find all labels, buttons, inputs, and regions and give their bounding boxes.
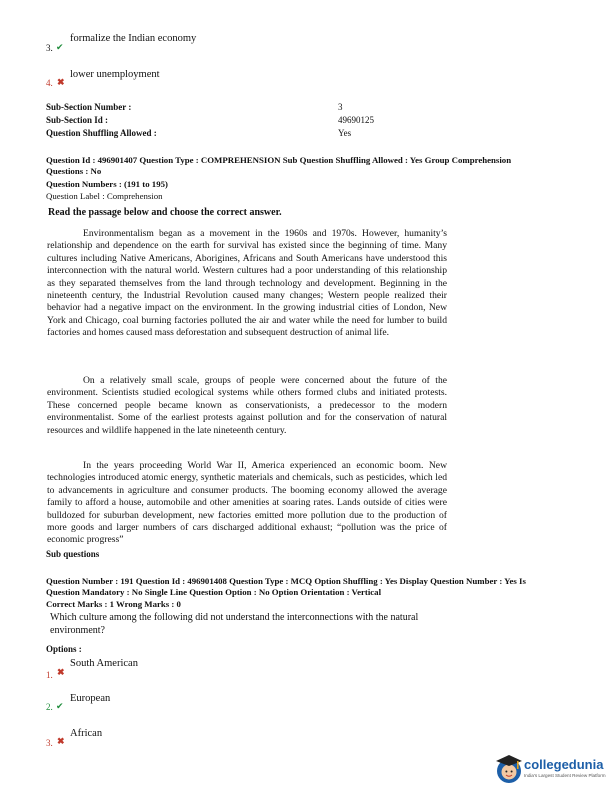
check-icon: ✔ bbox=[56, 701, 64, 711]
question-header-line1: Question Number : 191 Question Id : 496901408 Question Type : MCQ Option Shuffling : Yes Display Question Number : Yes Is bbox=[46, 576, 526, 586]
option-number: 3. bbox=[46, 738, 53, 748]
question-label: Question Label : Comprehension bbox=[46, 191, 163, 201]
subsection-number-label: Sub-Section Number : bbox=[46, 102, 132, 112]
option-number: 3. bbox=[46, 43, 53, 53]
comprehension-header-line1: Question Id : 496901407 Question Type : COMPREHENSION Sub Question Shuffling Allowed : Yes Group Comprehension bbox=[46, 155, 512, 165]
sub-questions-label: Sub questions bbox=[46, 549, 100, 559]
cross-icon: ✖ bbox=[57, 77, 65, 87]
collegedunia-logo bbox=[494, 752, 610, 788]
subsection-number-value: 3 bbox=[338, 102, 343, 112]
comprehension-header-line2: Questions : No bbox=[46, 166, 102, 176]
option-text: South American bbox=[70, 658, 138, 669]
subsection-number-row bbox=[46, 102, 566, 112]
option-number: 1. bbox=[46, 670, 53, 680]
passage-paragraph-1 bbox=[47, 228, 447, 340]
option-text: lower unemployment bbox=[70, 69, 160, 80]
question-text: Which culture among the following did not understand the interconnections with the natural environment? bbox=[50, 612, 419, 636]
question-shuffling-value: Yes bbox=[338, 128, 352, 138]
passage-instruction: Read the passage below and choose the correct answer. bbox=[48, 207, 282, 218]
options-label: Options : bbox=[46, 644, 82, 654]
passage-paragraph-2 bbox=[47, 375, 447, 437]
option-text: formalize the Indian economy bbox=[70, 33, 197, 44]
question-marks: Correct Marks : 1 Wrong Marks : 0 bbox=[46, 599, 181, 609]
option-number: 4. bbox=[46, 78, 53, 88]
option-text: European bbox=[70, 693, 111, 704]
paragraph-text: On a relatively small scale, groups of people were concerned about the future of the environment. Scientists studied ecological systems while others formed clubs and initiated protests. These concerned people became known as conservationists, a predecessor to the modern environmentalist. Some of the earliest protests against pollution and for the conservation of natural resources and wildlife happened in the late nineteenth century. bbox=[47, 375, 447, 436]
subsection-id-row bbox=[46, 115, 566, 125]
check-icon: ✔ bbox=[56, 42, 64, 52]
cross-icon: ✖ bbox=[57, 736, 65, 746]
question-header-line2: Question Mandatory : No Single Line Question Option : No Option Orientation : Vertical bbox=[46, 587, 382, 597]
graduate-icon bbox=[494, 752, 524, 786]
question-shuffling-label: Question Shuffling Allowed : bbox=[46, 128, 157, 138]
cross-icon: ✖ bbox=[57, 667, 65, 677]
passage-paragraph-3 bbox=[47, 460, 447, 547]
subsection-id-value: 49690125 bbox=[338, 115, 374, 125]
paragraph-text: Environmentalism began as a movement in the 1960s and 1970s. However, humanity’s relationship and dependence on the earth for survival has existed since the beginning of time. Many cultures including Native Americans, Aborigines, Africans and South Americans have understood this interconnection with the natural world. Western cultures had a poor understanding of this relationship as they separated themselves from the land through technology and development. Beginning in the nineteenth century, the Industrial Revolution caused many changes; Western people realized their behavior had a negative impact on the environment. In the growing industrial cities of London, New York and Chicago, coal burning factories polluted the air and water while the need for lumber to build factories and homes caused mass deforestation and subsequent destruction of animal life. bbox=[47, 228, 447, 339]
option-text: African bbox=[70, 728, 103, 739]
option-number: 2. bbox=[46, 702, 53, 712]
logo-name: collegedunia bbox=[524, 757, 604, 772]
question-numbers: Question Numbers : (191 to 195) bbox=[46, 179, 168, 189]
question-shuffling-row bbox=[46, 128, 566, 138]
paragraph-text: In the years proceeding World War II, America experienced an economic boom. New technologies introduced atomic energy, synthetic materials and chemicals, such as pesticides, which led to advancements in agriculture and consumer products. The booming economy allowed the average family to afford a house, automobile and other amenities at soaring rates. Lands outside of cities were bulldozed for suburban development, new factories emitted more pollution due to the production of more goods and larger numbers of cars discharged additional exhaust; “pollution was the price of economic progress” bbox=[47, 460, 447, 546]
logo-tagline: India's Largest Student Review Platform bbox=[524, 773, 606, 778]
subsection-id-label: Sub-Section Id : bbox=[46, 115, 109, 125]
